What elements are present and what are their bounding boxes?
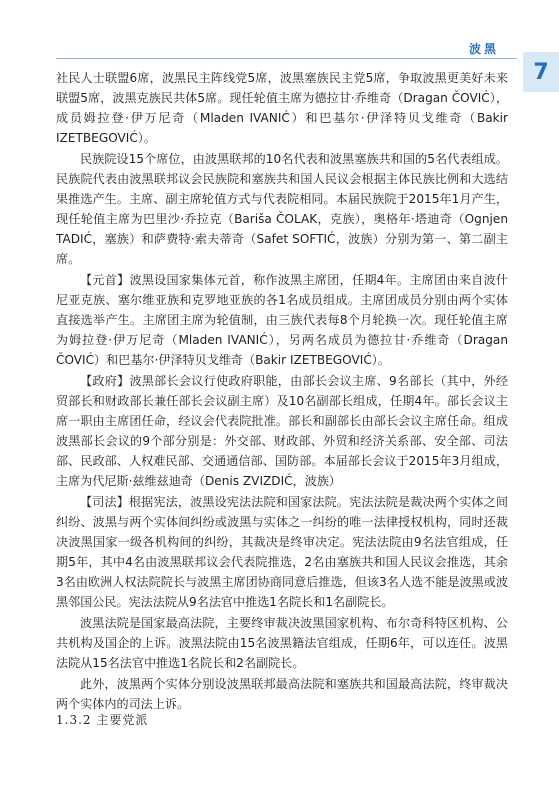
paragraph-ethnic-chamber: 民族院设15个席位，由波黑联邦的10名代表和波黑塞族共和国的5名代表组成。民族院代表由波黑联邦议会民族院和塞族共和国人民议会根据主体民族比例和大选结果推选产生。主席、副主席轮值方式与代表院相同。本届民族院于2015年1月产生，现任轮值主席为巴里沙·乔拉克（Bariša ČOLAK，克族），奥格年·塔迪奇（Ognjen TADIĆ，塞族）和萨费特·索夫蒂奇（Safet SOFTIĆ，波族）分别为第一、第二副主席。	[56, 152, 508, 266]
running-header-title: 波黑	[468, 42, 499, 56]
body-text	[56, 68, 508, 715]
page-footer	[0, 755, 559, 793]
paragraph-judiciary: 【司法】根据宪法，波黑设宪法法院和国家法院。宪法法院是裁决两个实体之间纠纷、波黑与两个实体间纠纷或波黑与实体之一纠纷的唯一法律授权机构，同时还裁决波黑国家一级各机构间的纠纷，其裁决是终审决定。宪法法院由9名法官组成，任期5年，其中4名由波黑联邦议会代表院推选，2名由塞族共和国人民议会推选，其余3名由欧洲人权法院院长与波黑主席团协商同意后推选，但该3名人选不能是波黑或波黑邻国公民。宪法法院从9名法官中推选1名院长和1名副院长。	[56, 495, 508, 609]
page-number-tab	[523, 52, 559, 92]
paragraph-continuation: 社民人士联盟6席，波黑民主阵线党5席，波黑塞族民主党5席，争取波黑更美好未来联盟5席，波黑克族民共体5席。现任轮值主席为德拉甘·乔维奇（Dragan ČOVIĆ），成员姆拉登·伊万尼奇（Mladen IVANIĆ）和巴基尔·伊泽特贝戈维奇（Bakir IZETBEGOVIĆ）。	[56, 71, 508, 145]
paragraph-entity-courts: 此外，波黑两个实体分别设波黑联邦最高法院和塞族共和国最高法院，终审裁决两个实体内的司法上诉。	[56, 677, 508, 711]
page-number: 7	[533, 59, 549, 85]
paragraph-government: 【政府】波黑部长会议行使政府职能，由部长会议主席、9名部长（其中，外经贸部长和财政部长兼任部长会议副主席）及10名副部长组成，任期4年。部长会议主席一职由主席团任命，经议会代表院批准。部长和副部长由部长会议主席任命。组成波黑部长会议的9个部分别是：外交部、财政部、外贸和经济关系部、安全部、司法部、民政部、人权难民部、交通通信部、国防部。本届部长会议于2015年3月组成，主席为代尼斯·兹维兹迪奇（Denis ZVIZDIĆ，波族）	[56, 374, 508, 488]
header-rule	[56, 58, 517, 59]
paragraph-state-court: 波黑法院是国家最高法院，主要终审裁决波黑国家机构、布尔奇科特区机构、公共机构及国企的上诉。波黑法院由15名波黑籍法官组成，任期6年，可以连任。波黑法院从15名法官中推选1名院长和2名副院长。	[56, 616, 508, 670]
paragraph-head-of-state: 【元首】波黑设国家集体元首，称作波黑主席团，任期4年。主席团由来自波什尼亚克族、塞尔维亚族和克罗地亚族的各1名成员组成。主席团成员分别由两个实体直接选举产生。主席团主席为轮值制，由三族代表每8个月轮换一次。现任轮值主席为姆拉登·伊万尼奇（Mladen IVANIĆ），另两名成员为德拉甘·乔维奇（Dragan ČOVIĆ）和巴基尔·伊泽特贝戈维奇（Bakir IZETBEGOVIĆ）。	[56, 273, 508, 367]
section-heading: 1.3.2 主要党派	[56, 713, 149, 727]
